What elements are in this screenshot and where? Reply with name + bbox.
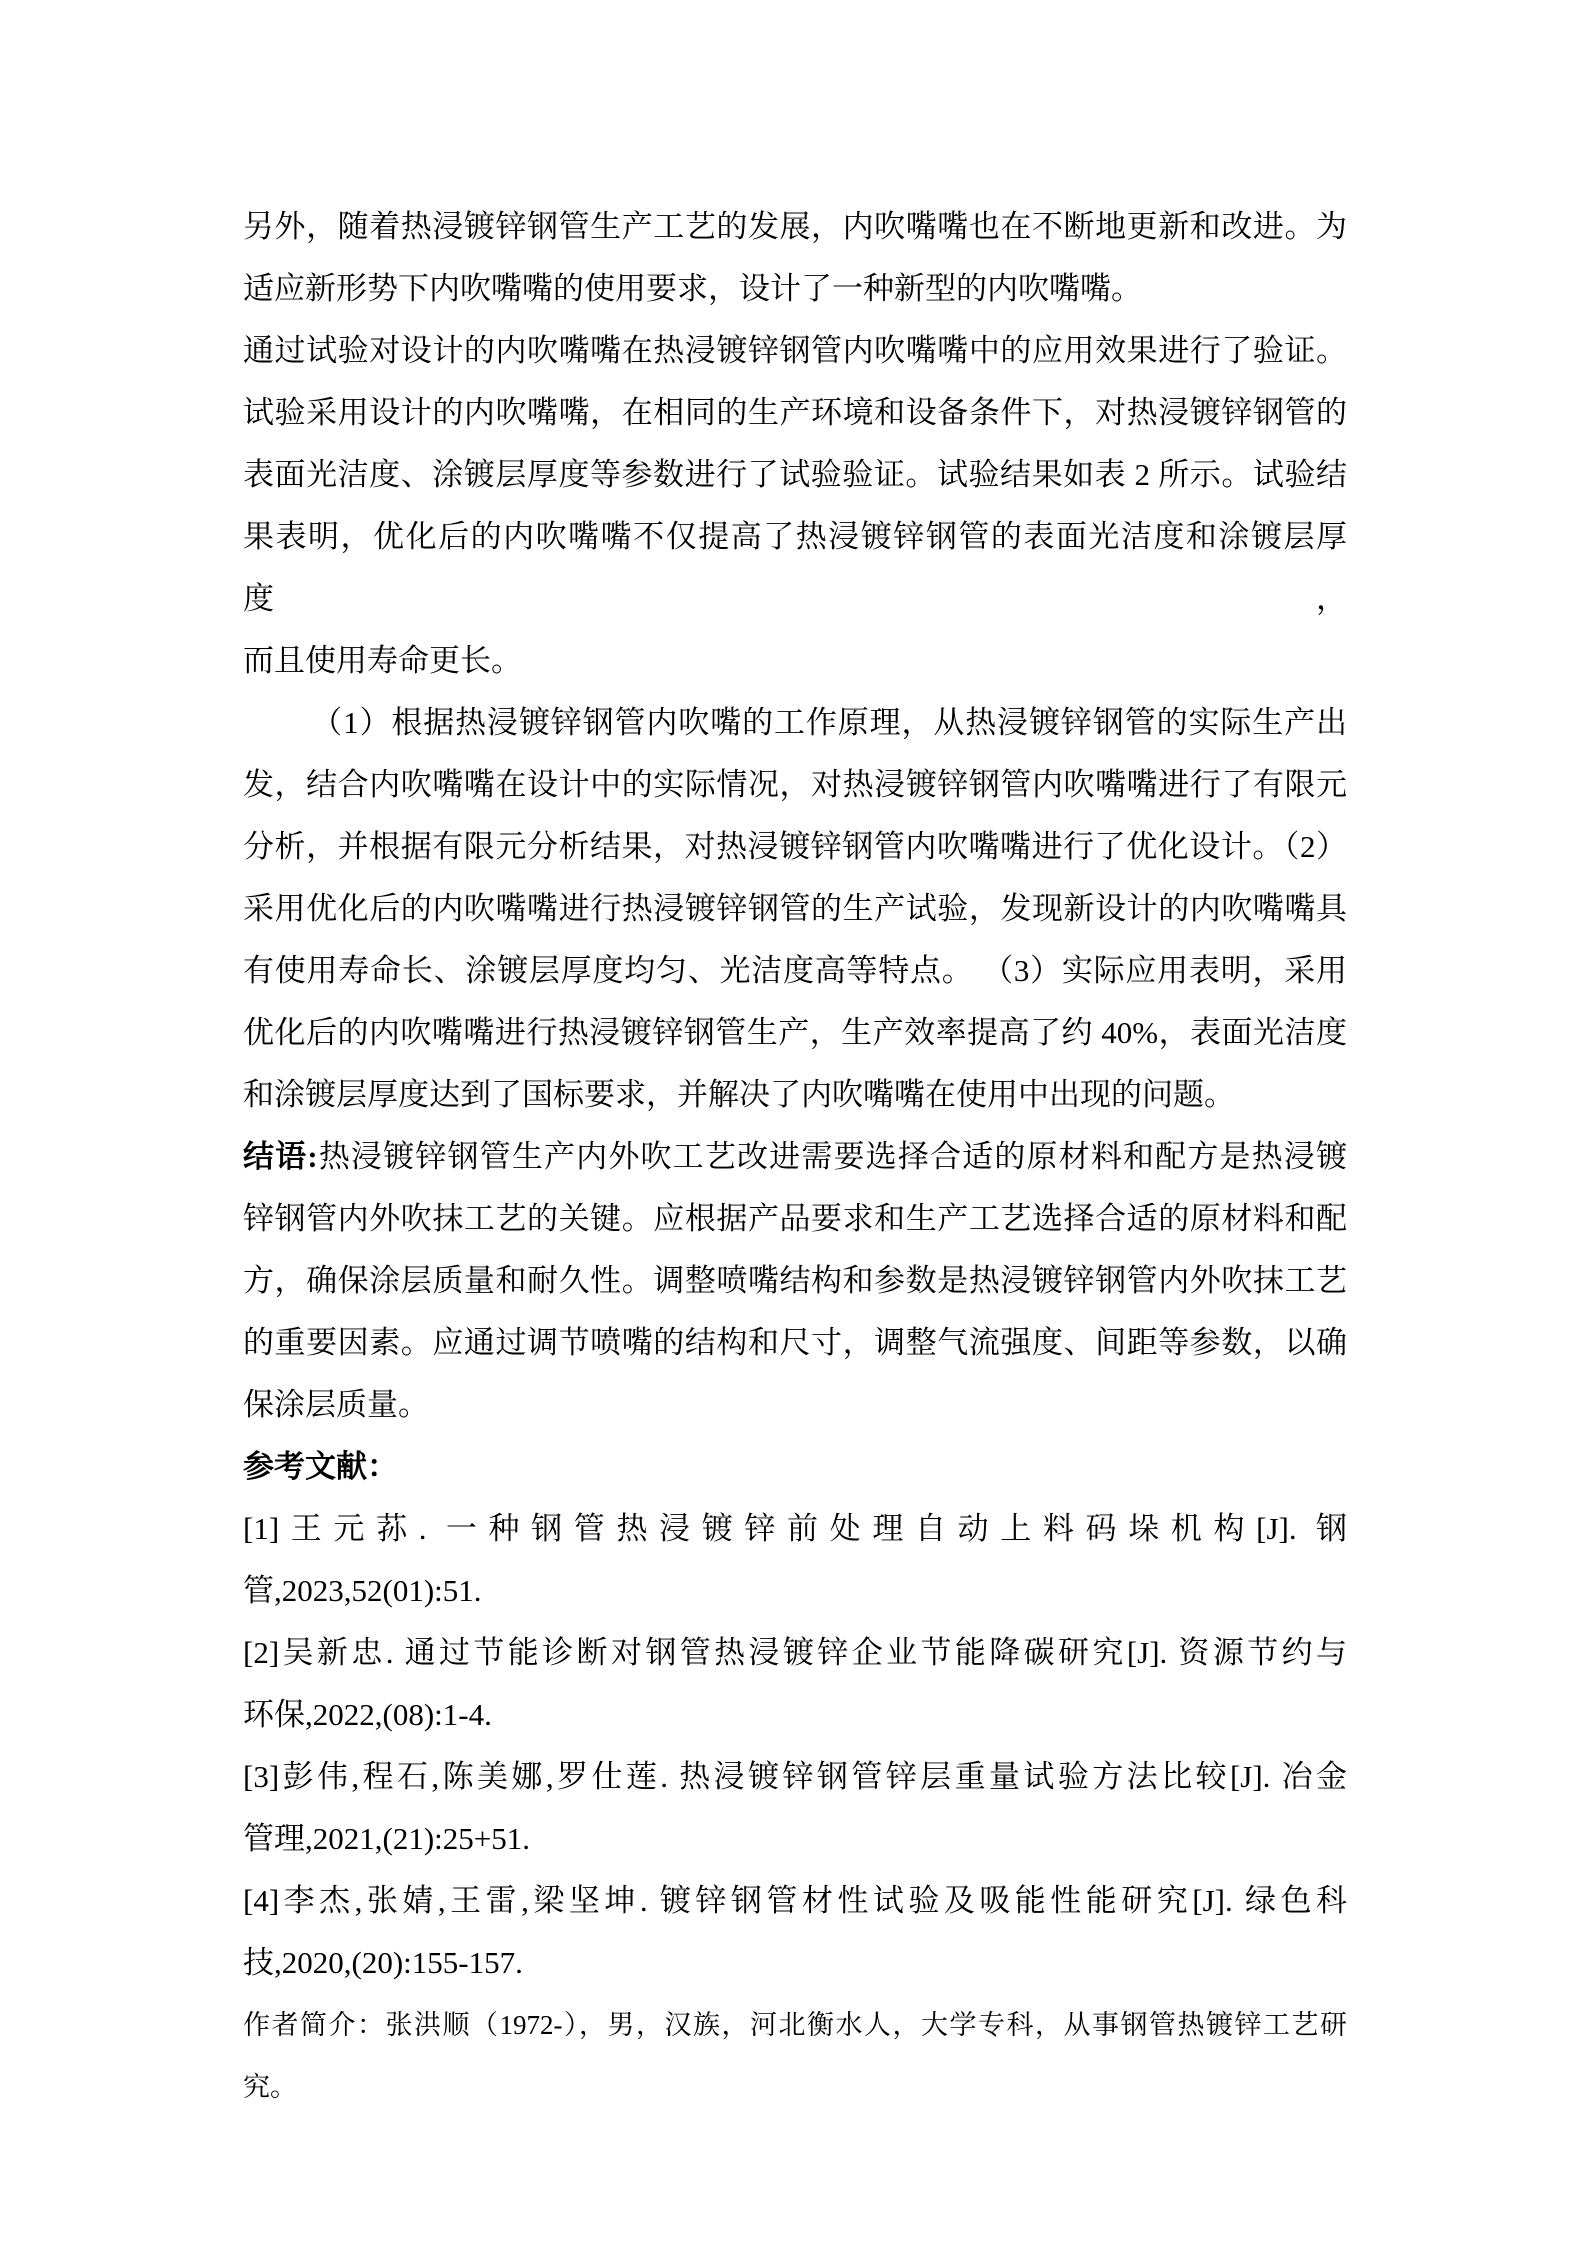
- text-line: 另外，随着热浸镀锌钢管生产工艺的发展，内吹嘴嘴也在不断地更新和改进。为: [243, 209, 1347, 244]
- text-line: 发，结合内吹嘴嘴在设计中的实际情况，对热浸镀锌钢管内吹嘴嘴进行了有限元: [243, 767, 1347, 802]
- text-line: 管,2023,52(01):51.: [243, 1573, 482, 1608]
- text-line: 究。: [243, 2072, 297, 2102]
- text-line: 和涂镀层厚度达到了国标要求，并解决了内吹嘴嘴在使用中出现的问题。: [243, 1077, 1235, 1112]
- text-line: 保涂层质量。: [243, 1387, 429, 1422]
- text-line: 试验采用设计的内吹嘴嘴，在相同的生产环境和设备条件下，对热浸镀锌钢管的: [243, 395, 1347, 430]
- text-line: 有使用寿命长、涂镀层厚度均匀、光洁度高等特点。 （3）实际应用表明，采用: [243, 953, 1347, 988]
- text-line: [243, 1126, 1347, 1188]
- text-line: （1）根据热浸镀锌钢管内吹嘴的工作原理，从热浸镀锌钢管的实际生产出: [311, 705, 1347, 740]
- text-line: 而且使用寿命更长。: [243, 643, 522, 678]
- text-line: 采用优化后的内吹嘴嘴进行热浸镀锌钢管的生产试验，发现新设计的内吹嘴嘴具: [243, 891, 1347, 926]
- text-line: 锌钢管内外吹抹工艺的关键。应根据产品要求和生产工艺选择合适的原材料和配: [243, 1201, 1347, 1236]
- text-line: 方，确保涂层质量和耐久性。调整喷嘴结构和参数是热浸镀锌钢管内外吹抹工艺: [243, 1263, 1347, 1298]
- text-line: 环保,2022,(08):1-4.: [243, 1697, 492, 1732]
- text-line: 技,2020,(20):155-157.: [243, 1945, 523, 1980]
- text-line: 作者简介：张洪顺（1972-），男，汉族，河北衡水人，大学专科，从事钢管热镀锌工艺研: [243, 2010, 1347, 2040]
- text-line: 的重要因素。应通过调节喷嘴的结构和尺寸，调整气流强度、间距等参数，以确: [243, 1325, 1347, 1360]
- text-line: 分析，并根据有限元分析结果，对热浸镀锌钢管内吹嘴嘴进行了优化设计。（2）: [243, 829, 1347, 864]
- text-line: 适应新形势下内吹嘴嘴的使用要求，设计了一种新型的内吹嘴嘴。: [243, 271, 1142, 306]
- bold-lead-in: 结语:: [243, 1139, 318, 1174]
- text-line: 果表明，优化后的内吹嘴嘴不仅提高了热浸镀锌钢管的表面光洁度和涂镀层厚度，: [243, 519, 1347, 616]
- text-line: 参考文献：: [243, 1449, 398, 1484]
- text-line: 管理,2021,(21):25+51.: [243, 1821, 530, 1856]
- text-line: [1]王元荪. 一种钢管热浸镀锌前处理自动上料码垛机构[J]. 钢: [243, 1511, 1347, 1546]
- text-line: 通过试验对设计的内吹嘴嘴在热浸镀锌钢管内吹嘴嘴中的应用效果进行了验证。: [243, 333, 1347, 368]
- text-line: [3]彭伟,程石,陈美娜,罗仕莲. 热浸镀锌钢管锌层重量试验方法比较[J]. 冶金: [243, 1759, 1347, 1794]
- line-text: 热浸镀锌钢管生产内外吹工艺改进需要选择合适的原材料和配方是热浸镀: [317, 1139, 1348, 1174]
- text-line: 优化后的内吹嘴嘴进行热浸镀锌钢管生产，生产效率提高了约 40%，表面光洁度: [243, 1015, 1347, 1050]
- text-line: [4]李杰,张婧,王雷,梁坚坤. 镀锌钢管材性试验及吸能性能研究[J]. 绿色科: [243, 1883, 1347, 1918]
- document-content: [243, 196, 1347, 2118]
- text-line: [2]吴新忠. 通过节能诊断对钢管热浸镀锌企业节能降碳研究[J]. 资源节约与: [243, 1635, 1347, 1670]
- text-line: 表面光洁度、涂镀层厚度等参数进行了试验验证。试验结果如表 2 所示。试验结: [243, 457, 1347, 492]
